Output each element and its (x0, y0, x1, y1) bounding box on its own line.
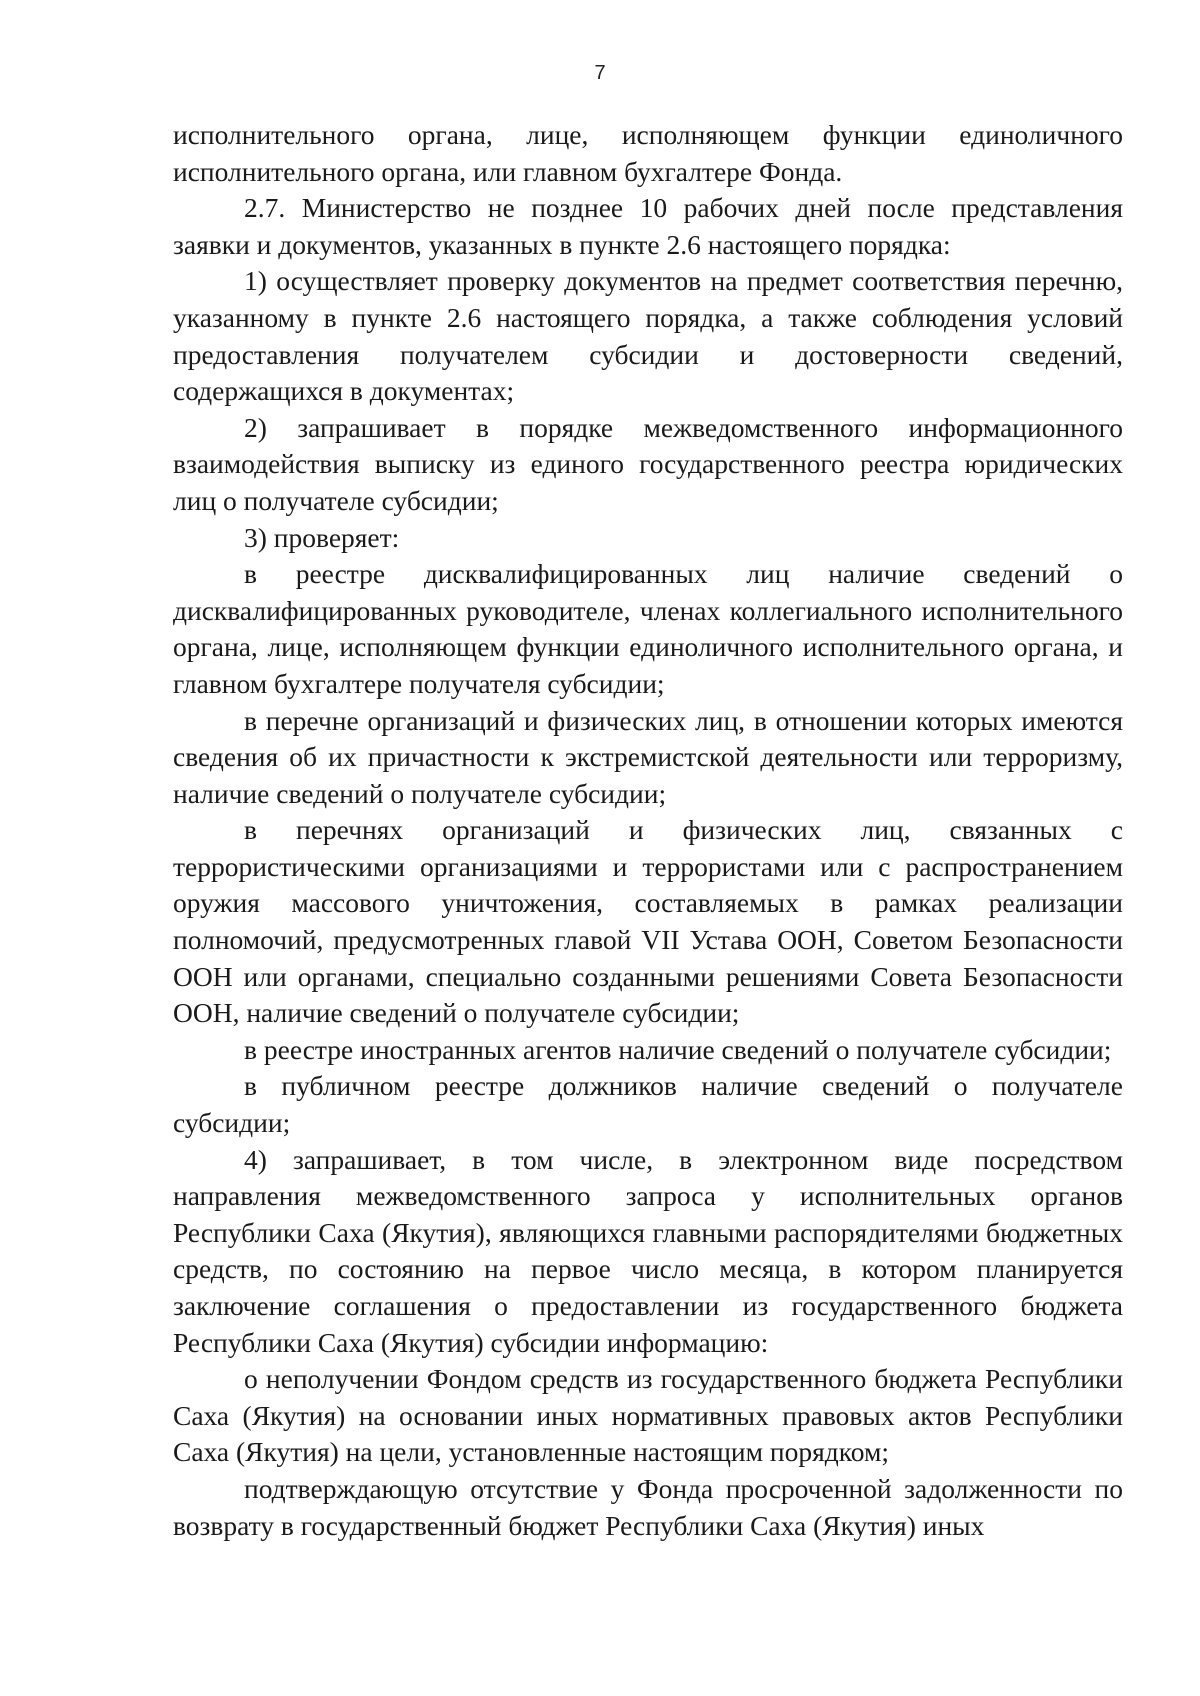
paragraph-item-4: 4) запрашивает, в том числе, в электронном виде посредством направления межведомственного запроса у исполнительных органов Республики Саха (Якутия), являющихся главными распорядителями бюджетных средств, по состоянию на первое число месяца, в котором планируется заключение соглашения о предоставлении из государственного бюджета Республики Саха (Якутия) субсидии информацию: (173, 1143, 1123, 1358)
paragraph-debtors-registry: в публичном реестре должников наличие сведений о получателе субсидии; (173, 1070, 1123, 1139)
paragraph-2-7: 2.7. Министерство не позднее 10 рабочих дней после представления заявки и документов, указанных в пункте 2.6 настоящего порядка: (173, 192, 1123, 260)
paragraph-no-other-funding: о неполучении Фондом средств из государственного бюджета Республики Саха (Якутия) на основании иных нормативных правовых актов Республики Саха (Якутия) на цели, установленные настоящим порядком; (173, 1363, 1123, 1468)
paragraph-extremism-list: в перечне организаций и физических лиц, в отношении которых имеются сведения об их причастности к экстремистской деятельности или терроризму, наличие сведений о получателе субсидии; (173, 704, 1123, 809)
paragraph-no-overdue-debt: подтверждающую отсутствие у Фонда просроченной задолженности по возврату в государственный бюджет Республики Саха (Якутия) иных (173, 1472, 1123, 1541)
paragraph-item-3: 3) проверяет: (244, 521, 400, 553)
paragraph-item-2: 2) запрашивает в порядке межведомственного информационного взаимодействия выписку из единого государственного реестра юридических лиц о получателе субсидии; (173, 411, 1123, 516)
paragraph-foreign-agents: в реестре иностранных агентов наличие сведений о получателе субсидии; (244, 1033, 1112, 1065)
paragraph-disqualified-registry: в реестре дисквалифицированных лиц наличие сведений о дисквалифицированных руководителе, членах коллегиального исполнительного органа, лице, исполняющем функции единоличного исполнительного органа, и главном бухгалтере получателя субсидии; (173, 558, 1123, 699)
paragraph-terrorism-lists: в перечнях организаций и физических лиц, связанных с террористическими организациями и террористами или с распространением оружия массового уничтожения, составляемых в рамках реализации полномочий, предусмотренных главой VII Устава ООН, Советом Безопасности ООН или органами, специально созданными решениями Совета Безопасности ООН, наличие сведений о получателе субсидии; (173, 814, 1123, 1029)
document-body (173, 117, 1123, 1544)
paragraph-item-1: 1) осуществляет проверку документов на предмет соответствия перечню, указанному в пункте 2.6 настоящего порядка, а также соблюдения условий предоставления получателем субсидии и достоверности сведений, содержащихся в документах; (173, 265, 1123, 407)
page-number: 7 (594, 62, 606, 84)
paragraph-continuation: исполнительного органа, лице, исполняющем функции единоличного исполнительного органа, или главном бухгалтере Фонда. (173, 119, 1123, 187)
